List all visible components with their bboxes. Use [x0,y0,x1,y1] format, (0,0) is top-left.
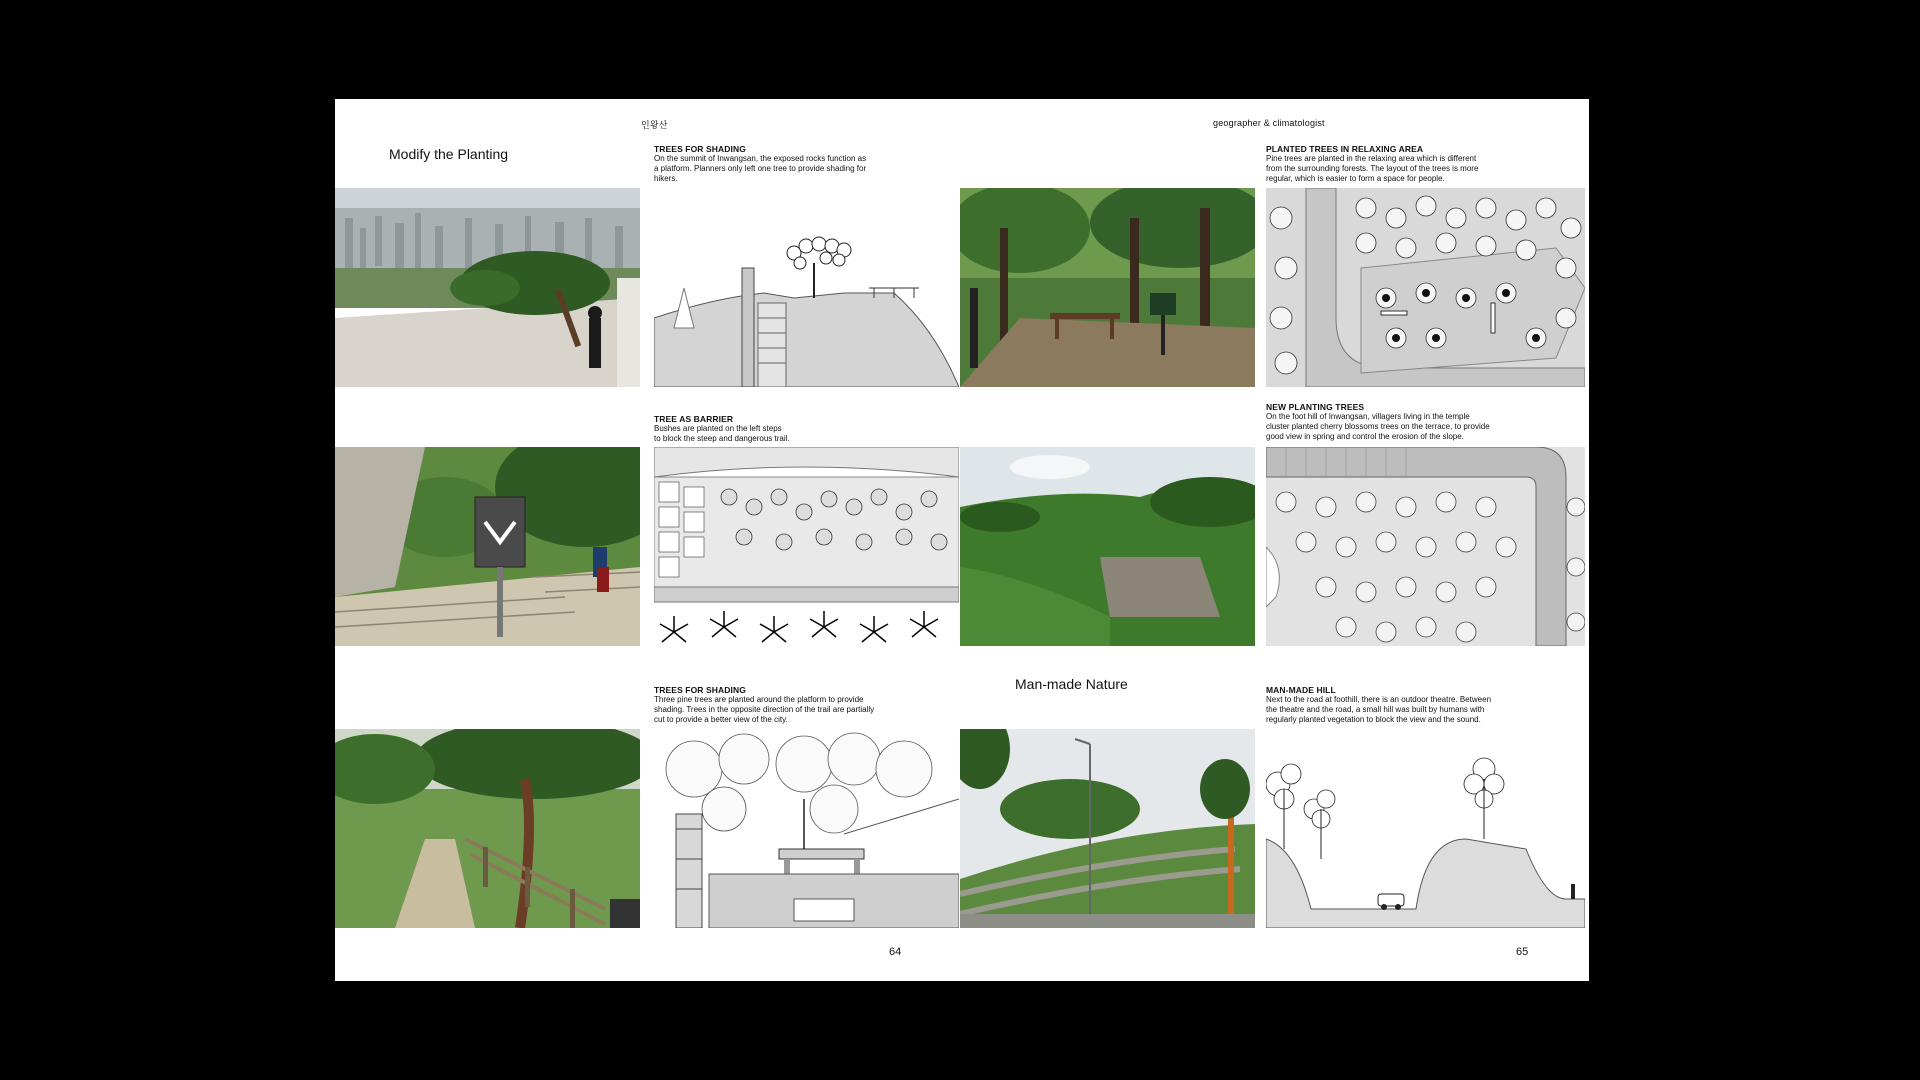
caption-title: NEW PLANTING TREES [1266,402,1365,412]
caption-new-planting-trees [1266,402,1556,442]
drawing-platform-section [654,729,959,928]
photo-steps-with-sign [335,447,640,646]
caption-line: the theatre and the road, a small hill was built by humans with [1266,705,1485,714]
photo-green-slope [960,447,1255,646]
caption-line: regular, which is easier to form a space for people. [1266,174,1445,183]
book-spread [335,99,1589,981]
caption-line: hikers. [654,174,678,183]
drawing-relaxing-area-plan [1266,188,1585,387]
section-heading-man-made-nature: Man-made Nature [1015,676,1128,692]
page-number-right: 65 [1516,946,1529,958]
caption-man-made-hill [1266,685,1556,725]
right-running-header: geographer & climatologist [1213,118,1325,128]
left-running-header: 인왕산 [641,120,668,130]
caption-line: Next to the road at foothill, there is an outdoor theatre. Between [1266,695,1492,704]
caption-title: TREES FOR SHADING [654,144,746,154]
caption-title: TREE AS BARRIER [654,414,734,424]
caption-line: to block the steep and dangerous trail. [654,434,790,443]
drawing-man-made-hill-section [1266,729,1585,928]
caption-trees-for-shading-2 [654,685,924,725]
caption-line: On the foot hill of Inwangsan, villagers living in the temple [1266,412,1470,421]
caption-line: a platform. Planners only left one tree to provide shading for [654,164,867,173]
caption-planted-trees-relaxing-area [1266,144,1546,184]
caption-line: shading. Trees in the opposite direction of the trail are partially [654,705,875,714]
caption-title: PLANTED TREES IN RELAXING AREA [1266,144,1424,154]
section-heading-modify-planting: Modify the Planting [389,146,509,162]
page-number-left: 64 [889,946,902,958]
caption-line: from the surrounding forests. The layout of the trees is more [1266,164,1479,173]
caption-line: cut to provide a better view of the city. [654,715,788,724]
drawing-barrier-plan [654,447,959,646]
caption-tree-as-barrier [654,414,914,444]
caption-trees-for-shading-1 [654,144,914,184]
caption-line: Bushes are planted on the left steps [654,424,782,433]
caption-title: MAN-MADE HILL [1266,685,1336,695]
photo-terraced-hill-road [960,729,1255,928]
photo-summit-city-view [335,188,640,387]
caption-line: good view in spring and control the erosion of the slope. [1266,432,1464,441]
caption-line: Three pine trees are planted around the platform to provide [654,695,864,704]
photo-relaxing-area-benches [960,188,1255,387]
drawing-summit-section [654,188,959,387]
photo-pine-trail [335,729,640,928]
caption-line: cluster planted cherry blossoms trees on the terrace, to provide [1266,422,1490,431]
caption-title: TREES FOR SHADING [654,685,746,695]
caption-line: On the summit of Inwangsan, the exposed rocks function as [654,154,867,163]
caption-line: regularly planted vegetation to block the view and the sound. [1266,715,1481,724]
drawing-new-planting-plan [1266,447,1585,646]
caption-line: Pine trees are planted in the relaxing area which is different [1266,154,1477,163]
